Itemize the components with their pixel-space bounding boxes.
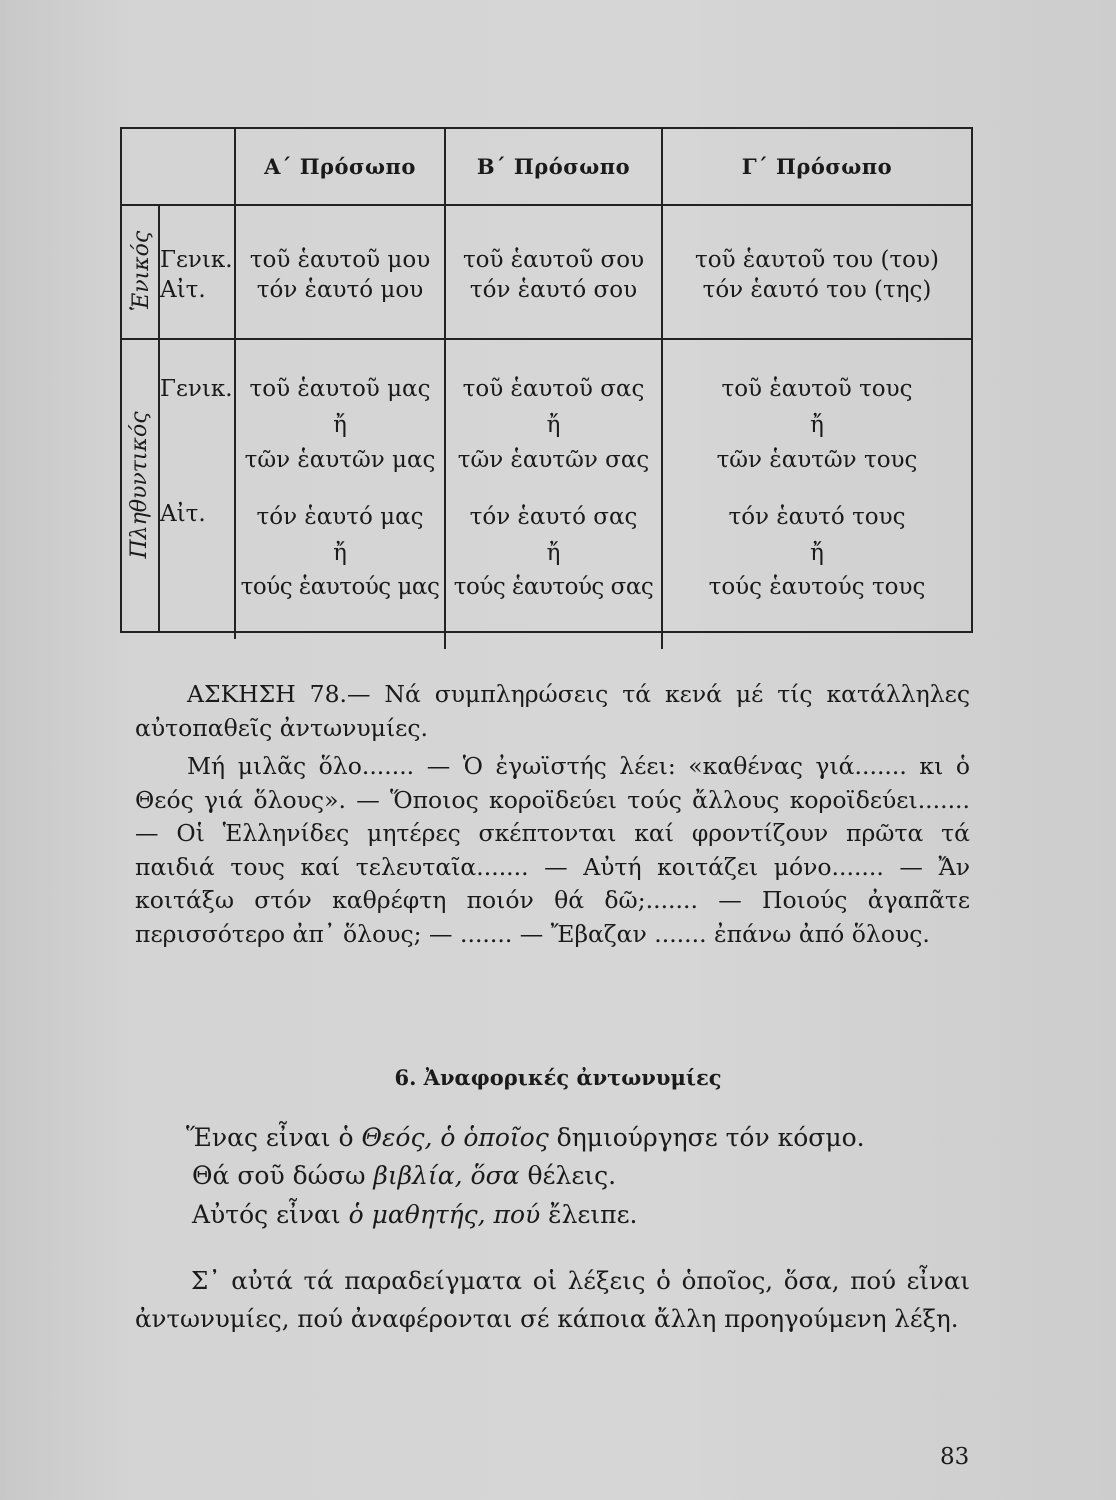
sg-gen-c: τοῦ ἑαυτοῦ του (του) <box>695 247 939 273</box>
pl-gen-c-1: τοῦ ἑαυτοῦ τους <box>721 376 913 402</box>
example-2: Θά σοῦ δώσω βιβλία, ὅσα θέλεις. <box>192 1161 617 1190</box>
pl-gen-b-2: τῶν ἑαυτῶν σας <box>457 447 650 473</box>
pl-acc-c-1: τόν ἑαυτό τους <box>728 504 906 530</box>
case-accusative-singular: Αἰτ. <box>160 277 206 303</box>
pl-acc-b-2: τούς ἑαυτούς σας <box>453 574 654 600</box>
case-genitive-plural: Γενικ. <box>160 376 233 402</box>
header-first-person: Α΄ Πρόσωπο <box>264 154 416 179</box>
pl-acc-c-2: τούς ἑαυτούς τους <box>708 574 926 600</box>
exercise-body: Μή μιλᾶς ὅλο....... — Ὁ ἐγωϊστής λέει: «καθένας γιά....... κι ὁ Θεός γιά ὅλους». — Ὅποιος κοροϊδεύει τούς ἄλλους κοροϊδεύει....... — Οἱ Ἑλληνίδες μητέρες σκέπτονται καί φροντίζουν πρῶτα τά παιδιά τους καί τελευταῖα....... — Αὐτή κοιτάζει μόνο....... — Ἄν κοιτάξω στόν καθρέφτη ποιόν θά δῶ;....... — Ποιούς ἀγαπᾶτε περισσότερο ἀπ᾽ ὅλους; — ....... — Ἔβαζαν ....... ἐπάνω ἀπό ὅλους. <box>135 752 970 948</box>
sg-acc-c: τόν ἑαυτό του (της) <box>702 277 932 303</box>
pl-gen-b-or: ἤ <box>546 412 561 438</box>
sg-acc-a: τόν ἑαυτό μου <box>256 277 424 303</box>
case-accusative-plural: Αἰτ. <box>160 501 206 527</box>
pl-acc-a-or: ἤ <box>333 540 347 566</box>
sg-gen-a: τοῦ ἑαυτοῦ μου <box>249 247 431 273</box>
header-third-person: Γ΄ Πρόσωπο <box>741 154 893 179</box>
section-explanation: Σ᾽ αὐτά τά παραδείγματα οἱ λέξεις ὁ ὁποῖος, ὅσα, πού εἶναι ἀντωνυμίες, πού ἀναφέρονται σέ κάποια ἄλλη προηγούμενη λέξη. <box>135 1266 970 1333</box>
sg-acc-b: τόν ἑαυτό σου <box>469 277 638 303</box>
pl-gen-a-2: τῶν ἑαυτῶν μας <box>244 447 436 473</box>
reflexive-pronoun-table <box>120 127 973 633</box>
pl-acc-c-or: ἤ <box>810 540 824 566</box>
pl-gen-c-2: τῶν ἑαυτῶν τους <box>716 447 918 473</box>
example-3: Αὐτός εἶναι ὁ μαθητής, πού ἔλειπε. <box>192 1200 638 1229</box>
pl-acc-b-or: ἤ <box>546 540 561 566</box>
pl-gen-b-1: τοῦ ἑαυτοῦ σας <box>462 376 645 402</box>
sg-gen-b: τοῦ ἑαυτοῦ σου <box>462 247 645 273</box>
rule-singular-plural <box>122 338 971 340</box>
header-second-person: Β΄ Πρόσωπο <box>476 154 631 179</box>
section-heading: 6. Ἀναφορικές ἀντωνυμίες <box>394 1065 722 1090</box>
label-singular: Ἑνικός <box>129 230 154 312</box>
example-1: Ἕνας εἶναι ὁ Θεός, ὁ ὁποῖος δημιούργησε τόν κόσμο. <box>186 1123 865 1152</box>
exercise-title: ΑΣΚΗΣΗ 78.— Νά συμπληρώσεις τά κενά μέ τίς κατάλληλες αὐτοπαθεῖς ἀντωνυμίες. <box>135 680 970 742</box>
pl-acc-b-1: τόν ἑαυτό σας <box>469 504 638 530</box>
pl-gen-a-or: ἤ <box>333 412 347 438</box>
page-number: 83 <box>940 1444 970 1470</box>
label-plural: Πληθυντικός <box>127 411 152 559</box>
pl-gen-a-1: τοῦ ἑαυτοῦ μας <box>249 376 431 402</box>
pl-acc-a-1: τόν ἑαυτό μας <box>256 504 424 530</box>
pl-acc-a-2: τούς ἑαυτούς μας <box>240 574 440 600</box>
case-genitive-singular: Γενικ. <box>160 247 233 273</box>
pl-gen-c-or: ἤ <box>810 412 824 438</box>
rule-header <box>122 204 971 206</box>
